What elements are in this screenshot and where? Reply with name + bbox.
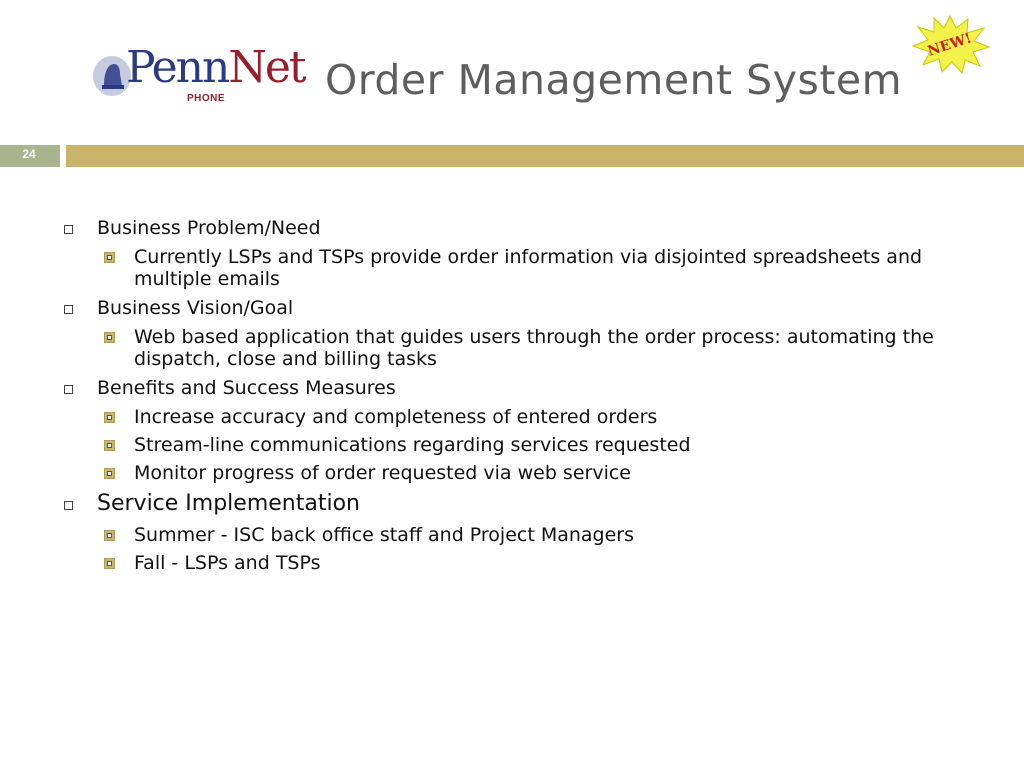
- square-bullet-icon: [104, 468, 115, 479]
- sub-bullet: [60, 462, 960, 484]
- sub-bullet: [60, 434, 960, 456]
- bullet-text: Business Problem/Need: [97, 217, 321, 239]
- sub-bullet: [60, 524, 960, 546]
- logo-wordmark: [126, 42, 305, 93]
- new-badge: [910, 14, 990, 74]
- sub-bullet: [60, 326, 960, 370]
- bullet-text: Benefits and Success Measures: [97, 377, 396, 399]
- square-bullet-icon: [104, 530, 115, 541]
- bullet-business-vision: [60, 296, 960, 320]
- bullet-benefits: [60, 376, 960, 400]
- accent-band: [66, 145, 1024, 167]
- logo-phone: PHONE: [187, 93, 226, 104]
- slide-content: [60, 212, 960, 580]
- logo-penn: Penn: [126, 42, 229, 93]
- sub-bullet: [60, 246, 960, 290]
- hollow-square-bullet-icon: [64, 501, 73, 510]
- starburst-icon: [910, 14, 990, 74]
- hollow-square-bullet-icon: [64, 305, 73, 314]
- sub-bullet-text: Web based application that guides users through the order process: automating the dispatch, close and billing tasks: [134, 326, 934, 370]
- bullet-business-problem: [60, 216, 960, 240]
- sub-bullet-text: Summer - ISC back office staff and Project Managers: [134, 524, 635, 546]
- slide-number: 24: [22, 147, 36, 161]
- logo-net: Net: [228, 42, 305, 93]
- hollow-square-bullet-icon: [64, 385, 73, 394]
- square-bullet-icon: [104, 252, 115, 263]
- bullet-service-implementation: [60, 490, 960, 518]
- hollow-square-bullet-icon: [64, 225, 73, 234]
- bullet-text: Service Implementation: [97, 491, 360, 516]
- bullet-text: Business Vision/Goal: [97, 297, 294, 319]
- sub-bullet-text: Increase accuracy and completeness of entered orders: [134, 406, 658, 428]
- sub-bullet-text: Currently LSPs and TSPs provide order information via disjointed spreadsheets and multiple emails: [134, 246, 923, 290]
- square-bullet-icon: [104, 412, 115, 423]
- sub-bullet-text: Fall - LSPs and TSPs: [134, 552, 321, 574]
- square-bullet-icon: [104, 332, 115, 343]
- slide-title: Order Management System: [325, 56, 903, 104]
- sub-bullet-text: Stream-line communications regarding services requested: [134, 434, 691, 456]
- sub-bullet-text: Monitor progress of order requested via web service: [134, 462, 631, 484]
- badge-text: NEW!: [925, 30, 974, 60]
- pennnet-logo: [92, 42, 310, 108]
- sub-bullet: [60, 406, 960, 428]
- square-bullet-icon: [104, 558, 115, 569]
- sub-bullet: [60, 552, 960, 574]
- square-bullet-icon: [104, 440, 115, 451]
